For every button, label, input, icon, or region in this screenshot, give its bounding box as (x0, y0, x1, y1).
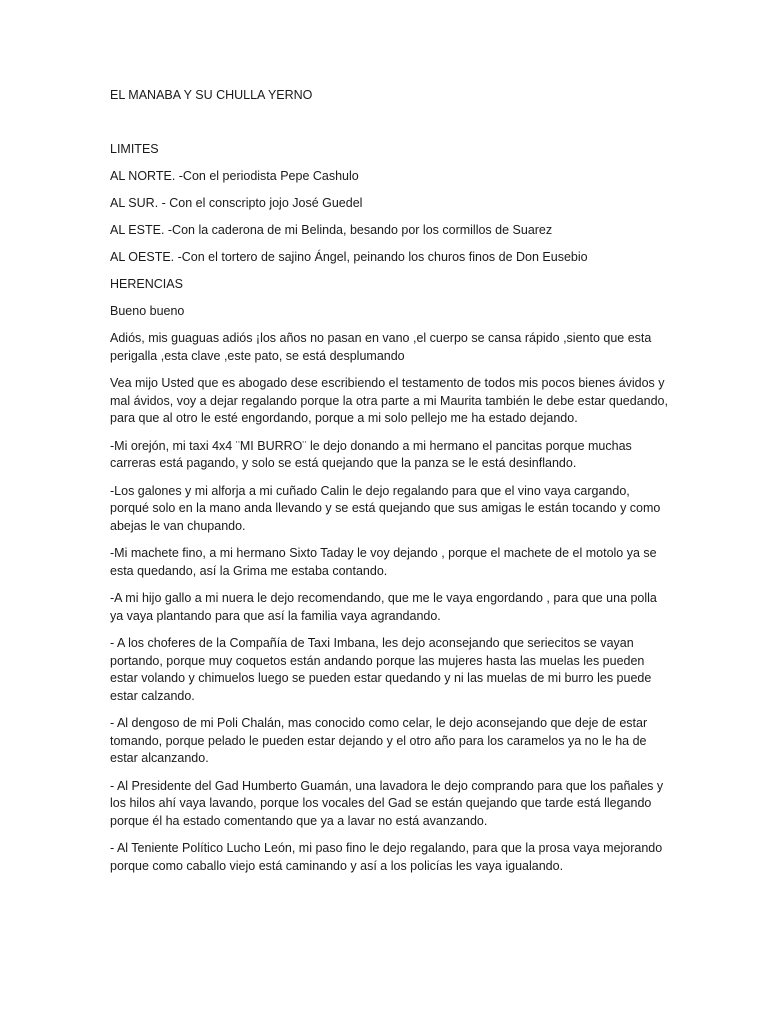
limite-este: AL ESTE. -Con la caderona de mi Belinda, besando por los cormillos de Suarez (110, 223, 553, 237)
paragraph: Adiós, mis guaguas adiós ¡los años no pasan en vano ,el cuerpo se cansa rápido ,siento que esta perigalla ,esta clave ,este pato, se está desplumando (110, 331, 652, 363)
paragraph: - A los choferes de la Compañía de Taxi Imbana, les dejo aconsejando que seriecitos se vayan portando, porque muy coquetos están andando porque las mujeres hasta las muelas les pueden estar volando y chimuelos luego se pueden estar quedando y ni las muelas de mi burro les puede estar calzando. (110, 636, 652, 703)
paragraph: -Mi orejón, mi taxi 4x4 ¨MI BURRO¨ le dejo donando a mi hermano el pancitas porque muchas carreras está pagando, y solo se está quejando que la panza se le está desinflando. (110, 438, 632, 470)
herencias-heading: HERENCIAS (110, 277, 183, 291)
paragraph: Vea mijo Usted que es abogado dese escribiendo el testamento de todos mis pocos bienes ávidos y mal ávidos, voy a dejar regalando porque la otra parte a mi Maurita también le debe estar quedando, para que al otro le esté engordando, porque a mi solo pellejo me ha estado dejando. (110, 376, 668, 425)
greeting: Bueno bueno (110, 304, 185, 318)
paragraph: - Al Teniente Político Lucho León, mi paso fino le dejo regalando, para que la prosa vaya mejorando porque como caballo viejo está caminando y así a los policías les vaya igualando. (110, 841, 663, 873)
paragraph: - Al dengoso de mi Poli Chalán, mas conocido como celar, le dejo aconsejando que deje de estar tomando, porque pelado le pueden estar dejando y el otro año para los caramelos ya no le ha de estar alcanzando. (110, 716, 648, 765)
paragraph: -Los galones y mi alforja a mi cuñado Calin le dejo regalando para que el vino vaya cargando, porqué solo en la mano anda llevando y se está quejando que sus amigas le están tocando y como abejas le van chupando. (110, 483, 661, 533)
paragraph: - Al Presidente del Gad Humberto Guamán, una lavadora le dejo comprando para que los pañales y los hilos ahí vaya lavando, porque los vocales del Gad se están quejando que tarde está llegando porque él ha estado comentando que ya a lavar no está avanzando. (110, 778, 664, 828)
limite-norte: AL NORTE. -Con el periodista Pepe Cashulo (110, 169, 359, 183)
document-title: EL MANABA Y SU CHULLA YERNO (110, 88, 313, 102)
limites-heading: LIMITES (110, 142, 159, 156)
limite-oeste: AL OESTE. -Con el tortero de sajino Ángel, peinando los churos finos de Don Eusebio (110, 250, 588, 264)
paragraph: -Mi machete fino, a mi hermano Sixto Taday le voy dejando , porque el machete de el motolo ya se esta quedando, así la Grima me estaba contando. (110, 546, 657, 578)
paragraph: -A mi hijo gallo a mi nuera le dejo recomendando, que me le vaya engordando , para que una polla ya vaya plantando para que así la familia vaya agrandando. (110, 591, 657, 623)
limite-sur: AL SUR. - Con el conscripto jojo José Guedel (110, 196, 363, 210)
